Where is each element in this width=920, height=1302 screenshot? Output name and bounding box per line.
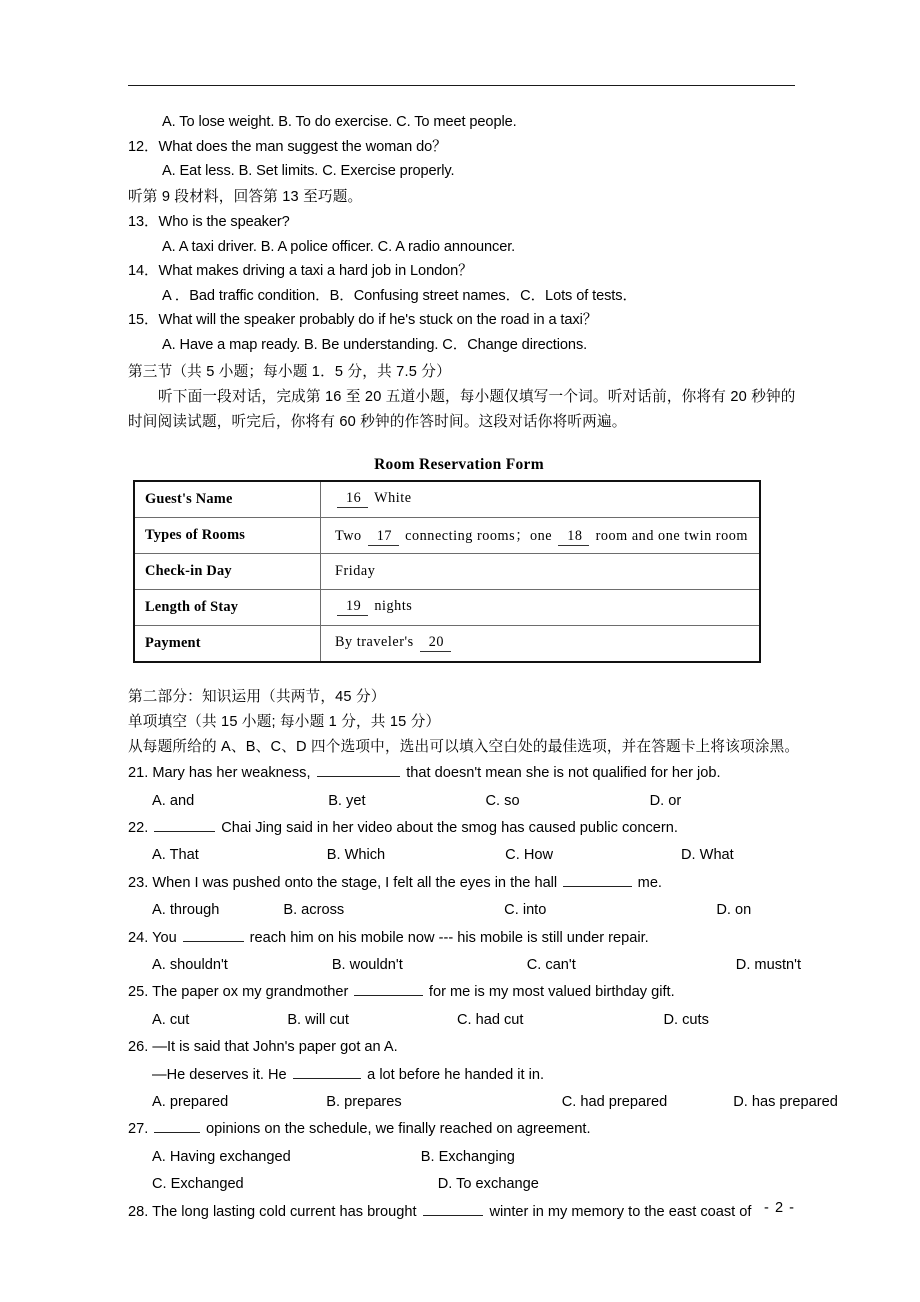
part-2-subheading: 单项填空（共 15 小题; 每小题 1 分，共 15 分） <box>128 713 441 730</box>
reservation-row-value <box>321 481 761 518</box>
reservation-text: room and one twin room <box>591 527 748 544</box>
question-text: winter in my memory to the east coast of <box>485 1203 752 1220</box>
reservation-text: White <box>370 490 412 507</box>
answer-blank[interactable] <box>563 873 631 887</box>
answer-option[interactable]: B. across <box>283 902 345 919</box>
answer-option[interactable]: C. How <box>505 847 554 864</box>
question-12-stem: 12．What does the man suggest the woman do？ <box>128 138 447 155</box>
reservation-row-value <box>321 625 761 662</box>
question-number: 28. <box>128 1203 153 1220</box>
question-stem <box>128 925 808 952</box>
reservation-row-label: Check-in Day <box>134 553 321 589</box>
answer-option[interactable]: C. so <box>485 792 520 809</box>
question-stem <box>128 1034 808 1061</box>
answer-option[interactable]: D. To exchange <box>437 1176 539 1193</box>
answer-option[interactable]: A. prepared <box>152 1094 229 1111</box>
reservation-row <box>134 517 760 553</box>
reservation-row <box>134 589 760 625</box>
answer-blank[interactable] <box>154 818 215 832</box>
option-row <box>128 952 808 979</box>
question-text: Chai Jing said in her video about the smog has caused public concern. <box>217 819 678 836</box>
answer-option[interactable]: C. had cut <box>456 1011 524 1028</box>
page-content <box>128 110 838 1226</box>
answer-option[interactable]: D. What <box>681 847 734 864</box>
question-stem-continuation <box>128 1062 808 1089</box>
page-number: - 2 - <box>764 1200 795 1216</box>
question-15-stem: 15．What will the speaker probably do if he's stuck on the road in a taxi？ <box>128 312 598 329</box>
question-number: 24. <box>128 929 153 946</box>
question-text: opinions on the schedule, we finally reached on agreement. <box>201 1121 591 1138</box>
question-stem <box>128 760 808 787</box>
question-text: me. <box>633 874 662 891</box>
option-row <box>128 1007 808 1034</box>
question-stem <box>128 815 808 842</box>
answer-blank[interactable] <box>317 763 401 777</box>
question-text: When I was pushed onto the stage, I felt all the eyes in the hall <box>152 874 562 891</box>
answer-option[interactable]: B. Which <box>326 847 386 864</box>
reservation-text: connecting rooms；one <box>401 527 557 544</box>
answer-option[interactable]: A. and <box>152 792 195 809</box>
reservation-text: Friday <box>335 562 376 579</box>
material-9-header: 听第 9 段材料，回答第 13 至巧题。 <box>128 188 363 205</box>
question-11-options: A. To lose weight. B. To do exercise. C. To meet people. <box>162 114 517 130</box>
answer-blank[interactable]: 17 <box>368 528 399 546</box>
question-text: —He deserves it. He <box>152 1066 291 1083</box>
answer-blank[interactable] <box>293 1065 361 1079</box>
answer-option[interactable]: B. will cut <box>287 1011 349 1028</box>
question-stem <box>128 979 808 1006</box>
section-3-heading: 第三节（共 5 小题；每小题 1．5 分，共 7.5 分） <box>128 363 451 380</box>
form-title: Room Reservation Form <box>374 455 544 473</box>
question-number: 27. <box>128 1121 153 1138</box>
room-reservation-form <box>128 456 808 663</box>
reservation-row-label: Length of Stay <box>134 589 321 625</box>
reservation-text: nights <box>370 598 413 615</box>
part-2-heading: 第二部分：知识运用（共两节，45 分） <box>128 688 386 705</box>
answer-blank[interactable]: 20 <box>420 634 451 652</box>
answer-option[interactable]: C. had prepared <box>561 1094 668 1111</box>
question-number: 22. <box>128 819 153 836</box>
question-number: 25. <box>128 984 153 1001</box>
multiple-choice-list <box>128 760 838 1226</box>
answer-option[interactable]: A. through <box>152 902 220 919</box>
question-text: for me is my most valued birthday gift. <box>424 984 675 1001</box>
question-14-stem: 14．What makes driving a taxi a hard job in London？ <box>128 263 473 280</box>
question-text: that doesn't mean she is not qualified for her job. <box>402 765 721 782</box>
question-text: The paper ox my grandmother <box>152 984 353 1001</box>
question-14-options: A ．Bad traffic condition．B．Confusing street names．C．Lots of tests． <box>162 287 637 304</box>
question-13-stem: 13．Who is the speaker? <box>128 213 290 230</box>
answer-blank[interactable]: 18 <box>558 528 589 546</box>
question-stem <box>128 870 808 897</box>
answer-option[interactable]: B. prepares <box>326 1094 402 1111</box>
question-12-options: A. Eat less. B. Set limits. C. Exercise properly. <box>162 163 455 180</box>
header-rule <box>128 85 795 86</box>
reservation-text: Two <box>335 527 366 544</box>
reservation-row-label: Types of Rooms <box>134 517 321 553</box>
option-row <box>128 1171 808 1198</box>
answer-option[interactable]: D. or <box>649 792 682 809</box>
answer-option[interactable]: A. shouldn't <box>152 957 228 974</box>
question-number: 26. <box>128 1039 153 1056</box>
reservation-text: By traveler's <box>335 634 418 651</box>
reservation-row-label: Guest's Name <box>134 481 321 518</box>
reservation-row-label: Payment <box>134 625 321 662</box>
question-text: Mary has her weakness, <box>152 765 315 782</box>
answer-blank[interactable]: 19 <box>337 598 368 616</box>
question-15-options: A. Have a map ready. B. Be understanding. C．Change directions. <box>162 336 588 353</box>
answer-option[interactable]: D. cuts <box>663 1011 709 1028</box>
answer-option[interactable]: D. has prepared <box>733 1094 838 1111</box>
reservation-table-body <box>134 481 760 662</box>
answer-blank[interactable] <box>183 928 244 942</box>
option-row <box>128 1089 838 1116</box>
reservation-row <box>134 481 760 518</box>
question-text: —It is said that John's paper got an A. <box>152 1039 398 1056</box>
question-text: The long lasting cold current has brought <box>152 1203 421 1220</box>
answer-option[interactable]: C. Exchanged <box>152 1176 244 1193</box>
question-stem <box>128 1116 808 1143</box>
option-row <box>128 788 808 815</box>
answer-option[interactable]: C. can't <box>526 957 576 974</box>
answer-option[interactable]: A. Having exchanged <box>152 1148 291 1165</box>
answer-option[interactable]: D. on <box>716 902 752 919</box>
answer-option[interactable]: B. Exchanging <box>420 1148 515 1165</box>
question-number: 21. <box>128 765 153 782</box>
answer-blank[interactable] <box>354 982 422 996</box>
question-number: 23. <box>128 874 153 891</box>
section-3-instructions: 听下面一段对话，完成第 16 至 20 五道小题，每小题仅填写一个词。听对话前，你将有 20 秒钟的时间阅读试题，听完后，你将有 60 秒钟的作答时间。这段对话你将听两遍。 <box>128 388 796 431</box>
answer-option[interactable]: B. wouldn't <box>331 957 403 974</box>
reservation-row <box>134 553 760 589</box>
answer-option[interactable]: A. cut <box>152 1011 190 1028</box>
reservation-row <box>134 625 760 662</box>
option-row <box>128 897 808 924</box>
answer-blank[interactable]: 16 <box>337 490 368 508</box>
answer-blank[interactable] <box>154 1119 200 1133</box>
option-row <box>128 842 808 869</box>
question-text: You <box>152 929 181 946</box>
answer-option[interactable]: B. yet <box>328 792 366 809</box>
answer-option[interactable]: C. into <box>504 902 547 919</box>
reservation-row-value <box>321 517 761 553</box>
question-13-options: A. A taxi driver. B. A police officer. C. A radio announcer. <box>162 238 516 255</box>
part-2-instructions: 从每题所给的 A、B、C、D 四个选项中，选出可以填入空白处的最佳选项，并在答题卡上将该项涂黑。 <box>128 738 800 755</box>
option-row <box>128 1144 808 1171</box>
reservation-table <box>133 480 761 663</box>
answer-option[interactable]: D. mustn't <box>735 957 802 974</box>
reservation-row-value <box>321 589 761 625</box>
question-text: reach him on his mobile now --- his mobile is still under repair. <box>245 929 649 946</box>
question-text: a lot before he handed it in. <box>363 1066 545 1083</box>
answer-option[interactable]: A. That <box>152 847 199 864</box>
reservation-row-value <box>321 553 761 589</box>
